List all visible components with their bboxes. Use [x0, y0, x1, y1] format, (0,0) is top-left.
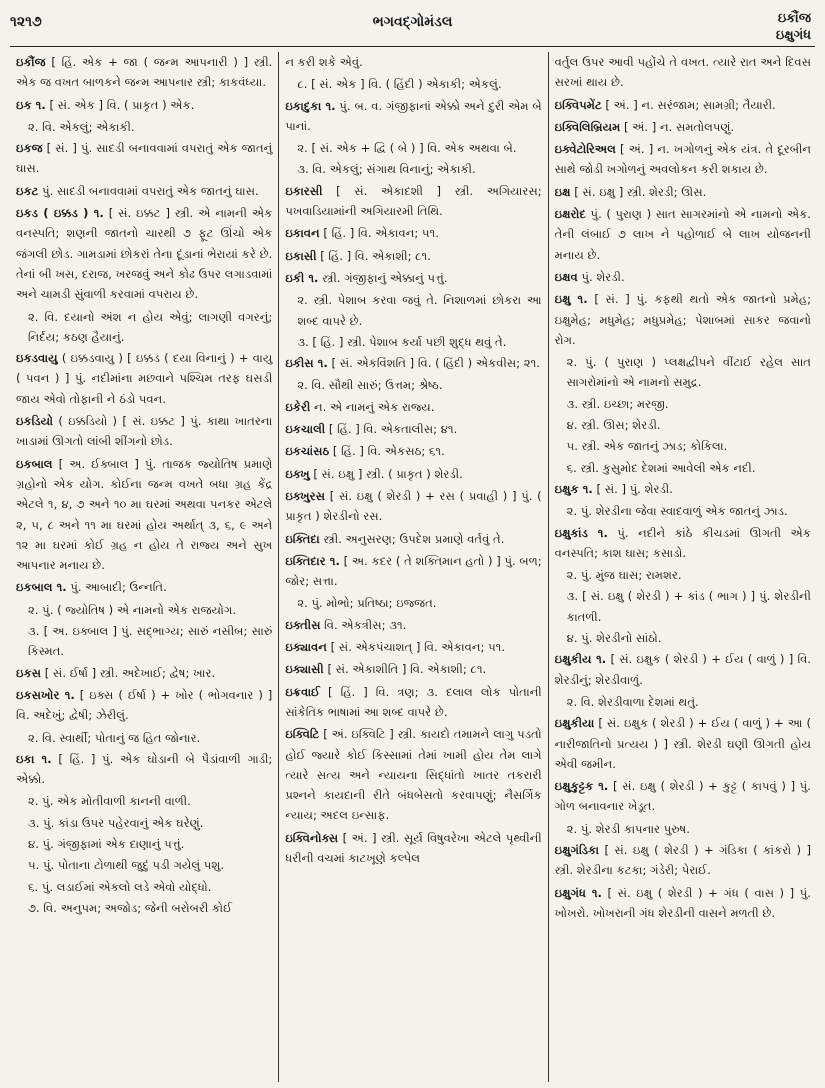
dictionary-entry — [285, 529, 541, 549]
definition: ન. એ નામનું એક રાજ્ય. — [313, 399, 435, 414]
dictionary-entry — [285, 96, 541, 137]
dictionary-entry — [16, 138, 272, 179]
dictionary-entry — [16, 749, 272, 790]
dictionary-entry — [16, 52, 272, 93]
definition: [ સં. ] પું. કફથી થતો એક જાતનો પ્રમેહ; ઇક્ષુમેહ; મધુમેહ; મધુપ્રમેહ; પેશાબમાં સાકર જવાનો રોગ. — [554, 292, 811, 347]
column-2 — [278, 52, 547, 1082]
headword: ઇકટ — [16, 183, 39, 198]
definition: ન કરી શકે એવું. — [285, 55, 363, 69]
definition: પું. શેરડી. — [581, 269, 625, 284]
dictionary-entry — [285, 441, 541, 461]
dictionary-entry — [16, 203, 272, 304]
definition: [ હિં. એક + જા ( જન્મ આપનારી ) ] સ્ત્રી. એક જ વખત બાળકને જન્મ આપનાર સ્ત્રી; કાકવંધ્યા. — [16, 55, 273, 90]
headword: ઇક્ષુક ૧. — [554, 481, 593, 496]
sense: ૪. સ્ત્રી. ઊસ; શેરડી. — [566, 418, 661, 433]
dictionary-entry — [285, 682, 541, 723]
headword: ઇક્ખુરસ — [285, 488, 326, 503]
sense: ૪. પું. ગંજીફામાં એક દાણાનું પત્તું. — [28, 836, 185, 851]
sense: ૨. [ સં. એક + દ્વિ ( બે ) ] વિ. એક અથવા બે. — [297, 141, 517, 156]
dictionary-entry — [285, 223, 541, 243]
sense: ૨. પું. શેરડીના જેવા સ્વાદવાળું એક જાતનું ઝાડ. — [566, 504, 788, 519]
headword: ઇકડ ( ઇક્કડ ) ૧. — [16, 206, 104, 221]
headword: ઇક્ષુ ૧. — [554, 292, 588, 307]
sense: ૨. વિ. સ્વાર્થી; પોતાનું જ હિત જોનાર. — [28, 730, 201, 745]
headword: ઇક્ષુકીયા — [554, 716, 595, 731]
definition: [ સં. ઈર્ષા ] સ્ત્રી. અદેખાઈ; દ્વેષ; ખાર. — [44, 665, 216, 680]
dictionary-entry — [285, 419, 541, 439]
headword: ઇકા ૧. — [16, 751, 52, 766]
sense: ૨. પું. એક મોતીવાળી કાનની વાળી. — [28, 794, 191, 809]
definition: [ સં. એકાદશી ] સ્ત્રી. અગિયારસ; પખવાડિયામાંની અગિયારમી તિથિ. — [285, 183, 542, 219]
dictionary-columns — [10, 52, 817, 1082]
headword: ઇકડવાયુ — [16, 351, 58, 366]
definition: [ હિં. ] વિ. એકાશી; ૮૧. — [320, 248, 431, 263]
definition: [ અં. ] સ્ત્રી. સૂર્ય વિષુવરેખા એટલે પૃથ્વીની ધરીની વચમાં કાટખૂણે કલ્પેલ — [285, 830, 542, 865]
dictionary-entry — [555, 204, 811, 265]
sense: ૩. વિ. એકલું; સંગાથ વિનાનું; એકાકી. — [297, 162, 476, 177]
headword: ઇકૌંજ — [16, 55, 46, 69]
headword: ઇક્ષુકીય ૧. — [554, 652, 607, 667]
headword: ઇકસ — [16, 665, 42, 680]
definition: પું. નદીને કાંઠે કીચડમાં ઊગતી એક વનસ્પતિ; કાશ ઘાસ; કસાડો. — [554, 525, 811, 560]
headword: ઇક્યાવન — [285, 640, 327, 655]
definition: પું. આબાદી; ઉન્નતિ. — [70, 580, 167, 595]
headword: ઇકેરી — [285, 399, 311, 414]
dictionary-entry — [555, 267, 811, 287]
dictionary-entry — [555, 776, 811, 817]
definition: [ સં. ઇક્ષુ ( શેરડી ) + ગંધ ( વાસ ) ] પું. ખોખરો. ખોખરાની ગંધ શેરડીની વાસને મળતી છે. — [554, 885, 811, 920]
dictionary-entry — [285, 397, 541, 417]
headword: ઇકાવન — [285, 226, 320, 241]
dictionary-entry — [285, 268, 541, 288]
definition: પું. ( પુરાણ ) સાત સાગરમાંનો એ નામનો એક. તેની લંબાઈ ૭ લાખ ને પહોળાઈ બે લાખ યોજનની મનાય છે. — [554, 207, 811, 262]
dictionary-entry — [555, 289, 811, 350]
dictionary-entry — [16, 454, 272, 576]
sense: ૨. વિ. સૌથી સારું; ઉત્તમ; શ્રેષ્ઠ. — [297, 378, 443, 393]
definition: [ સં. ] પું. શેરડી. — [596, 481, 673, 496]
guide-word-last: ઇક્ષુગંધ — [775, 28, 811, 43]
sense: ૨. પું. મોભો; પ્રતિષ્ઠા; ઇજ્જત. — [297, 596, 437, 611]
sense: ૩. [ અ. ઇક્બાલ ] પું. સદ્ભાગ્ય; સારું નસીબ; સારું કિસ્મત. — [28, 624, 273, 659]
definition: સ્ત્રી. ગંજીફાનું એક્કાનું પત્તું. — [322, 270, 448, 285]
definition: [ અ. કદર ( તે શક્તિમાન હતો ) ] પું. બળ; જોર; સત્તા. — [285, 553, 542, 589]
headword: ઇક્તીસ — [285, 617, 321, 632]
definition: [ અં. ] ન. સમતોલપણું. — [623, 119, 735, 134]
column-1 — [10, 52, 278, 1082]
definition: [ સં. ઇક્કટ ] સ્ત્રી. એ નામની એક વનસ્પતિ; શણની જાતનો ચારથી ૭ ફૂટ ઊંચો એક જંગલી છોડ. ગામડામાં છોકરાં તેના દૂંડાનાં ભેરાયાં કરે છે. તેનાં બી ખસ, દરાજ, ખરજવું અને કોઢ ઉપર લગાડવામાં અને ચામડી સુંવાળી કરવામાં વપરાય છે. — [16, 206, 273, 302]
dictionary-entry — [285, 52, 541, 72]
definition: [ સં. ] પું. સાદડી બનાવવામાં વપરાતું એક જાતનું ઘાસ. — [16, 141, 273, 176]
guide-word-first: ઇકૌંજ — [777, 11, 811, 26]
headword: ઇક્ષુકુટ્ટક ૧. — [554, 779, 609, 794]
definition: પું. સાદડી બનાવવામાં વપરાતું એક જાતનું ઘાસ. — [42, 183, 259, 198]
headword: ઇકબાલ ૧. — [16, 580, 67, 595]
dictionary-entry — [285, 615, 541, 635]
headword: ઇક્ષ — [554, 184, 571, 199]
headword: ઇકડિયો — [16, 414, 54, 429]
dictionary-entry — [555, 883, 811, 924]
page-number: ૧૨૧૭ — [10, 14, 42, 30]
headword: ઇક્ષુગંધ ૧. — [554, 885, 602, 900]
header-rule — [10, 46, 815, 47]
sense: ૨. વિ. શેરડીવાળા દેશમાં થતું. — [566, 694, 699, 709]
headword: ઇકચાંસઠ — [285, 444, 330, 459]
dictionary-entry — [285, 724, 541, 825]
headword: ઇકસખોર ૧. — [16, 687, 75, 702]
definition: [ અં. ] ન. સરંજામ; સામગ્રી; તૈયારી. — [605, 97, 776, 112]
definition: [ સં. ઇક્ષુક ( શેરડી ) + ઈય ( વાળું ) + આ ( નારીજાતિનો પ્રત્યય ) ] સ્ત્રી. શેરડી ઘણી ઊગતી હોય એવી જમીન. — [554, 716, 811, 771]
guide-words — [776, 10, 811, 44]
definition: વર્તુલ ઉપર આવી પહોંચે તે વખત. ત્યારે રાત અને દિવસ સરખાં થાય છે. — [554, 55, 811, 90]
headword: ઇક્યાસી — [285, 662, 324, 677]
dictionary-entry — [555, 117, 811, 137]
headword: ઇકાસી — [285, 248, 317, 263]
book-title: ભગવદ્ગોમંડલ — [372, 14, 453, 30]
definition: સ્ત્રી. અનુસરણ; ઉપદેશ પ્રમાણે વર્તવું તે. — [323, 531, 505, 546]
headword: ઇક્ષુકાંડ ૧. — [554, 525, 608, 540]
dictionary-entry — [16, 95, 272, 115]
dictionary-entry — [285, 551, 541, 592]
definition: [ સં. ઇક્ષુ ] સ્ત્રી. ( પ્રાકૃત ) શેરડી. — [313, 466, 463, 481]
dictionary-entry — [555, 182, 811, 202]
dictionary-entry — [555, 95, 811, 115]
dictionary-entry — [555, 840, 811, 881]
definition: [ અં. ] ન. ખગોળનું એક યંત્ર. તે દૂરબીન સાથે જોડી ખગોળનું અવલોકન કરી શકાય છે. — [554, 142, 811, 177]
dictionary-entry — [555, 713, 811, 774]
definition: [ સં. ઇક્ષુ ( શેરડી ) + કુટ્ટ ( કાપવું ) ] પું. ગોળ બનાવનાર ખેડૂત. — [554, 779, 811, 814]
dictionary-entry — [16, 685, 272, 726]
sense: ૫. પું. પોતાના ટોળાથી જુદું પડી ગયેલું પશુ. — [28, 858, 225, 873]
headword: ઇક્તિદાર ૧. — [285, 553, 340, 568]
dictionary-entry — [555, 139, 811, 180]
sense: ૨. પું. મુંજ ઘાસ; રામશર. — [566, 568, 682, 583]
headword: ઇક્વિપમેંટ — [554, 97, 602, 112]
sense: ૭. વિ. અનુપમ; અજોડ; જેની બરોબરી કોઈ — [28, 900, 233, 915]
definition: [ અં. ઇક્વિટિ ] સ્ત્રી. કાયદો તમામને લાગુ પડતો હોઈ જ્યારે કોઈ કિસ્સામાં તેમાં ખામી હોય તેમ લાગે ત્યારે સત્ય અને ન્યાયના સિદ્ધાંતો ખાતર તકરારી પ્રશ્નને કાયદાની રીતે બંધબેસતો કરવાપણું; નૈસર્ગિક ન્યાય; અદલ ઇન્સાફ. — [285, 727, 542, 823]
sense: ૫. સ્ત્રી. એક જાતનું ઝાડ; કોકિલા. — [566, 439, 728, 454]
definition: [ હિં. ] વિ. એકાવન; ૫૧. — [323, 226, 439, 241]
headword: ઇક્ષવ — [554, 269, 578, 284]
headword: ઇકાદુકા ૧. — [285, 98, 336, 113]
definition: ( ઇક્કડિયો ) [ સં. ઇક્કટ ] પું. કાથા ખાતરના ખાડામાં ઊગતો લાંબી શીંગનો છોડ. — [16, 414, 273, 449]
headword: ઇકારસી — [285, 183, 323, 198]
dictionary-entry — [285, 353, 541, 373]
sense: ૨. વિ. દયાનો અંશ ન હોય એવું; લાગણી વગરનું; નિર્દય; કઠણ હૈયાનું. — [28, 309, 273, 344]
definition: [ સં. ઇક્ષુ ( શેરડી ) + રસ ( પ્રવાહી ) ] પું. ( પ્રાકૃત ) શેરડીનો રસ. — [285, 488, 542, 524]
definition: [ હિં. ] વિ. એકતાલીસ; ૪૧. — [328, 422, 458, 437]
definition: [ સં. એક ] વિ. ( પ્રાકૃત ) એક. — [49, 97, 195, 112]
headword: ઇકજ — [16, 141, 43, 156]
dictionary-entry — [285, 246, 541, 266]
definition: પું. બ. વ. ગંજીફાનાં એક્કો અને દુરી એમ બે પાનાં. — [285, 98, 542, 133]
headword: ઇકી ૧. — [285, 270, 319, 285]
sense: ૩. [ હિં. ] સ્ત્રી. પેશાબ કર્યા પછી શુદ્ધ થવું તે. — [297, 334, 507, 349]
dictionary-entry — [555, 649, 811, 690]
page-header — [10, 8, 815, 48]
dictionary-entry — [285, 464, 541, 484]
definition: [ અ. ઈક્બાલ ] પું. તાજક જ્યોતિષ પ્રમાણે ગ્રહોનો એક યોગ. કોઈના જન્મ વખતે બધા ગ્રહ કેંદ્ર એટલે ૧, ૪, ૭ અને ૧૦ મા ઘરમાં અથવા પનકર એટલે ૨, ૫, ૮ અને ૧૧ મા ઘરમાં હોય અર્થાત્ ૩, ૬, ૯ અને ૧૨ મા ઘરમાં કોઈ ગ્રહ ન હોય તે રાજ્ય અને સુખ આપનાર મનાય છે. — [16, 456, 273, 573]
dictionary-entry — [16, 577, 272, 597]
sense: ૪. પું. શેરડીનો સાંઠો. — [566, 631, 662, 646]
definition: [ ઇક્સ ( ઈર્ષા ) + ખોર ( ભોગવનાર ) ] વિ. અદેખું; દ્વેષી; ઝેરીલું. — [16, 687, 273, 723]
sense: ૮. [ સં. એક ] વિ. ( હિંદી ) એકાકી; એકલું. — [297, 77, 502, 92]
headword: ઇક્ખુ — [285, 466, 310, 481]
headword: ઇક ૧. — [16, 97, 46, 112]
dictionary-entry — [16, 348, 272, 409]
dictionary-entry — [555, 52, 811, 93]
definition: [ સં. ઇક્ષુ ( શેરડી ) + ગંડિકા ( કાંકરો ) ] સ્ત્રી. શેરડીના કટકા; ગંડેરી; પેરાઈ. — [554, 842, 811, 878]
definition: [ સં. એકવિંશતિ ] વિ. ( હિંદી ) એકવીસ; ૨૧. — [331, 356, 540, 371]
headword: ઇકબાલ — [16, 456, 53, 471]
dictionary-entry — [16, 181, 272, 201]
sense: ૩. સ્ત્રી. ઇચ્છા; મરજી. — [566, 396, 669, 411]
definition: વિ. એકત્રીસ; ૩૧. — [324, 617, 407, 632]
dictionary-entry — [555, 523, 811, 564]
headword: ઇક્તિદા — [285, 531, 320, 546]
sense: ૨. વિ. એકલું; એકાકી. — [28, 119, 135, 134]
headword: ઇકીસ ૧. — [285, 356, 328, 371]
definition: [ હિં. ] વિ. એકસઠ; ૬૧. — [332, 444, 445, 459]
column-3 — [548, 52, 817, 1082]
definition: [ સં. એકપંચાશત્ ] વિ. એકાવન; ૫૧. — [330, 640, 506, 655]
dictionary-entry — [555, 479, 811, 499]
headword: ઇક્ષુગંડિકા — [554, 842, 600, 857]
headword: ઇક્ષરોદ — [554, 207, 586, 222]
definition: [ સં. એકાશીતિ ] વિ. એકાશી; ૮૧. — [327, 662, 487, 677]
headword: ઇક્વિનોક્સ — [285, 830, 339, 845]
headword: ઇક્વિલિબ્રિયમ — [554, 119, 621, 134]
dictionary-entry — [16, 411, 272, 452]
headword: ઇક્વેટોરિઅલ — [554, 142, 616, 157]
sense: ૩. પું. કાંડા ઉપર પહેરવાનું એક ઘરેણું. — [28, 815, 204, 830]
definition: [ સં. ઇક્ષુક ( શેરડી ) + ઈય ( વાળું ) ] વિ. શેરડીનું; શેરડીવાળું. — [554, 652, 811, 687]
headword: ઇક્રવાઈ — [285, 684, 320, 699]
dictionary-entry — [285, 659, 541, 679]
definition: [ સં. ઇક્ષુ ] સ્ત્રી. શેરડી; ઊસ. — [574, 184, 707, 199]
sense: ૬. પું. લડાઈમાં એકલો લડે એવો યોદ્ધો. — [28, 879, 212, 894]
sense: ૨. પું. ( પુરાણ ) પ્લક્ષદ્વીપને વીંટાઈ રહેલ સાત સાગરોમાંનો એ નામનો સમુદ્ર. — [566, 355, 811, 390]
headword: ઇકચાલી — [285, 422, 326, 437]
sense: ૨. સ્ત્રી. પેશાબ કરવા જવું તે. નિશાળમાં છોકરા આ શબ્દ વાપરે છે. — [297, 293, 542, 328]
dictionary-entry — [285, 637, 541, 657]
dictionary-entry — [285, 181, 541, 222]
headword: ઇક્વિટિ — [285, 727, 320, 742]
definition: ( ઇક્કડવાયુ ) [ ઇક્કડ ( દયા વિનાનું ) + વાયુ ( પવન ) ] પું. નદીમાંના મછવાને પશ્ચિમ તરફ ઘસડી જાય એવો તોફાની ને ઠંડો પવન. — [16, 351, 273, 406]
definition: [ હિં. ] પું. એક ઘોડાની બે પૈડાંવાળી ગાડી; એક્કો. — [16, 751, 273, 787]
sense: ૬. સ્ત્રી. કુસુમોદ દેશમાં આવેલી એક નદી. — [566, 460, 756, 475]
definition: [ હિં. ] વિ. ત્રણ; ૩. દલાલ લોક પોતાની સાંકેતિક ભાષામાં આ શબ્દ વાપરે છે. — [285, 684, 542, 719]
dictionary-entry — [285, 828, 541, 869]
sense: ૩. [ સં. ઇક્ષુ ( શેરડી ) + કાંડ ( ભાગ ) ] પું. શેરડીની કાતળી. — [566, 589, 811, 624]
dictionary-entry — [16, 663, 272, 683]
sense: ૨. પું. ( જ્યોતિષ ) એ નામનો એક રાજયોગ. — [28, 602, 237, 617]
sense: ૨. પું. શેરડી કાપનાર પુરુષ. — [566, 821, 690, 836]
dictionary-entry — [285, 486, 541, 527]
